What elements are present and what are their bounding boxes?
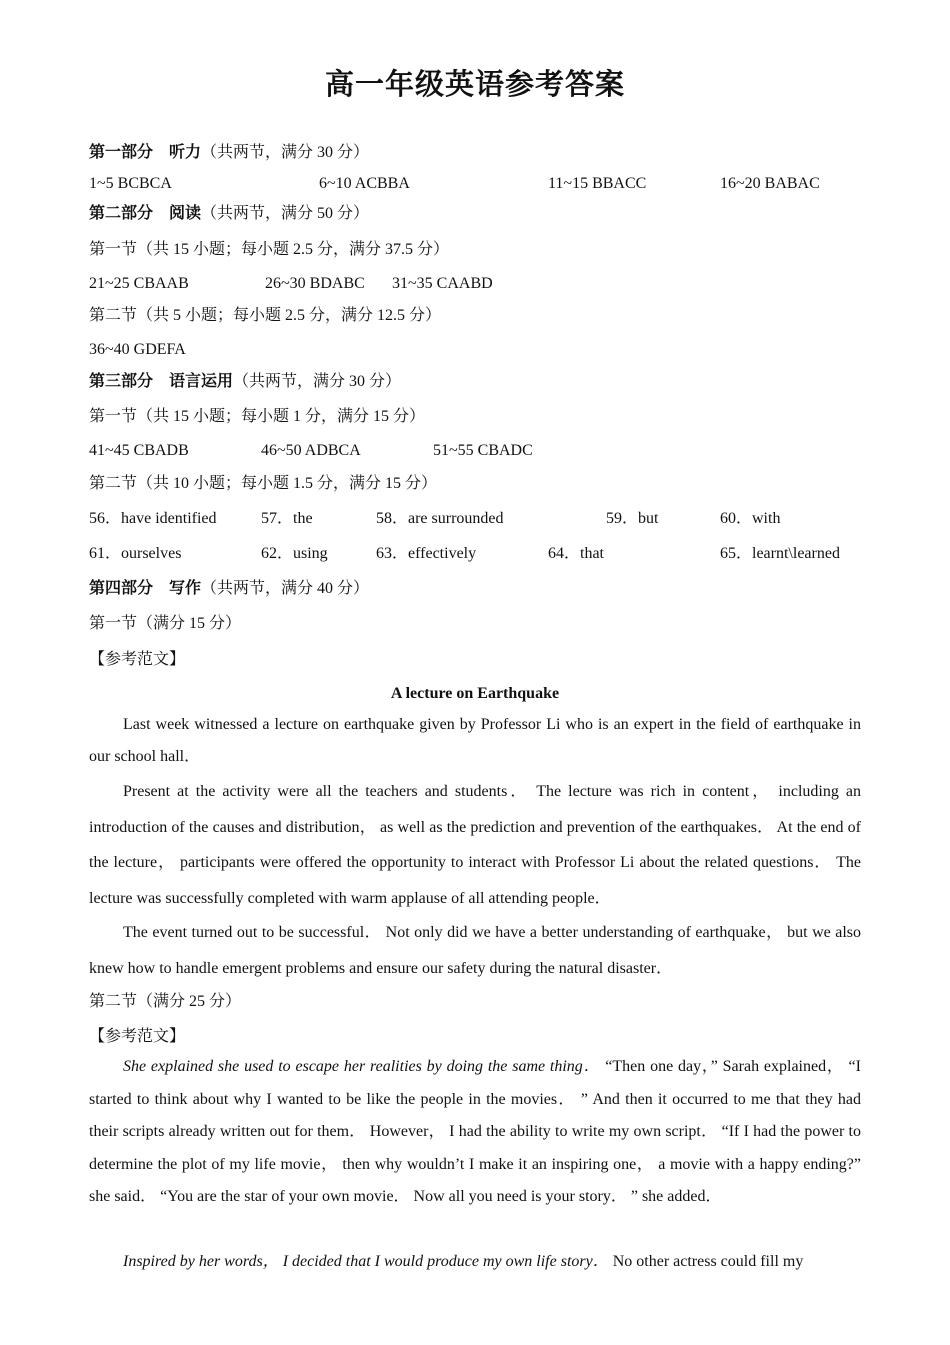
answer-group: 11~15 BBACC xyxy=(548,175,647,192)
part2-note: （共两节，满分 50 分） xyxy=(201,205,370,222)
part1-note: （共两节，满分 30 分） xyxy=(201,144,370,161)
answer-item: 57．the xyxy=(261,510,313,527)
part4-section1-heading: 第一节（满分 15 分） xyxy=(89,615,242,632)
part2-section2-heading: 第二节（共 5 小题；每小题 2.5 分，满分 12.5 分） xyxy=(89,307,442,324)
answer-group: 46~50 ADBCA xyxy=(261,442,361,459)
story-given-sentence: Inspired by her words， I decided that I would produce my own life story． xyxy=(123,1253,609,1270)
answer-item: 62．using xyxy=(261,545,328,562)
answer-item: 64．that xyxy=(548,545,604,562)
model-essay-label: 【参考范文】 xyxy=(89,1028,186,1045)
story-given-sentence: She explained she used to escape her realities by doing the same thing． xyxy=(123,1058,601,1075)
answer-group: 21~25 CBAAB xyxy=(89,275,189,292)
part2-label: 第二部分 xyxy=(89,205,154,222)
answer-item: 59．but xyxy=(606,510,659,527)
part4-name: 写作 xyxy=(169,580,202,597)
part2-heading xyxy=(89,204,369,224)
page-title: 高一年级英语参考答案 xyxy=(324,69,625,101)
part3-section1-heading: 第一节（共 15 小题；每小题 1 分，满分 15 分） xyxy=(89,408,426,425)
story-paragraph xyxy=(89,1051,861,1214)
essay-paragraph: The event turned out to be successful． Not only did we have a better understanding of earthquake， but we also knew how to handle emergent problems and ensure our safety during the natural disaster． xyxy=(89,924,862,977)
essay-paragraph: Last week witnessed a lecture on earthquake given by Professor Li who is an expert in the field of earthquake in our school hall． xyxy=(89,716,861,765)
answer-group: 31~35 CAABD xyxy=(392,275,493,292)
answer-group: 16~20 BABAC xyxy=(720,175,820,192)
part2-section1-heading: 第一节（共 15 小题；每小题 2.5 分，满分 37.5 分） xyxy=(89,241,450,258)
answer-item: 63．effectively xyxy=(376,545,477,562)
part3-name: 语言运用 xyxy=(169,373,234,390)
answer-item: 60．with xyxy=(720,510,781,527)
answer-item: 61．ourselves xyxy=(89,545,182,562)
part1-name: 听力 xyxy=(169,144,202,161)
story-paragraph xyxy=(89,1246,861,1279)
story-text: “Then one day，” Sarah explained， “I started to think about why I wanted to be like the people in the movies． ” And then it occurred to me that they had their scripts already written out for them． However， I had the ability to write my own script． “If I had the power to determine the plot of my life movie， then why wouldn’t I make it an inspiring one， a movie with a happy ending?” she said． “You are the star of your own movie． Now all you need is your story． ” she added． xyxy=(89,1058,862,1205)
part1-label: 第一部分 xyxy=(89,144,154,161)
answer-item: 58．are surrounded xyxy=(376,510,504,527)
part3-section2-heading: 第二节（共 10 小题；每小题 1.5 分，满分 15 分） xyxy=(89,475,438,492)
answer-group: 1~5 BCBCA xyxy=(89,175,172,192)
part3-note: （共两节，满分 30 分） xyxy=(233,373,402,390)
answer-group: 51~55 CBADC xyxy=(433,442,533,459)
answer-group: 41~45 CBADB xyxy=(89,442,189,459)
part4-label: 第四部分 xyxy=(89,580,154,597)
part4-heading xyxy=(89,579,369,599)
part4-section2-heading: 第二节（满分 25 分） xyxy=(89,993,242,1010)
answer-item: 56．have identified xyxy=(89,510,217,527)
model-essay-label: 【参考范文】 xyxy=(89,651,186,668)
essay-paragraph: Present at the activity were all the teachers and students． The lecture was rich in content， including an introduction of the causes and distribution， as well as the prediction and prevention of the earthquakes． At the end of the lecture， participants were offered the opportunity to interact with Professor Li about the related questions． The lecture was successfully completed with warm applause of all attending people． xyxy=(89,783,862,907)
answer-item: 65．learnt\learned xyxy=(720,545,840,562)
part3-label: 第三部分 xyxy=(89,373,154,390)
part1-heading xyxy=(89,143,369,163)
answer-group: 6~10 ACBBA xyxy=(319,175,410,192)
part2-name: 阅读 xyxy=(169,205,202,222)
answer-group: 26~30 BDABC xyxy=(265,275,365,292)
answer-group: 36~40 GDEFA xyxy=(89,341,186,358)
part4-note: （共两节，满分 40 分） xyxy=(201,580,370,597)
essay-title: A lecture on Earthquake xyxy=(390,685,560,702)
story-text: No other actress could fill my xyxy=(608,1253,804,1270)
part3-heading xyxy=(89,372,401,392)
